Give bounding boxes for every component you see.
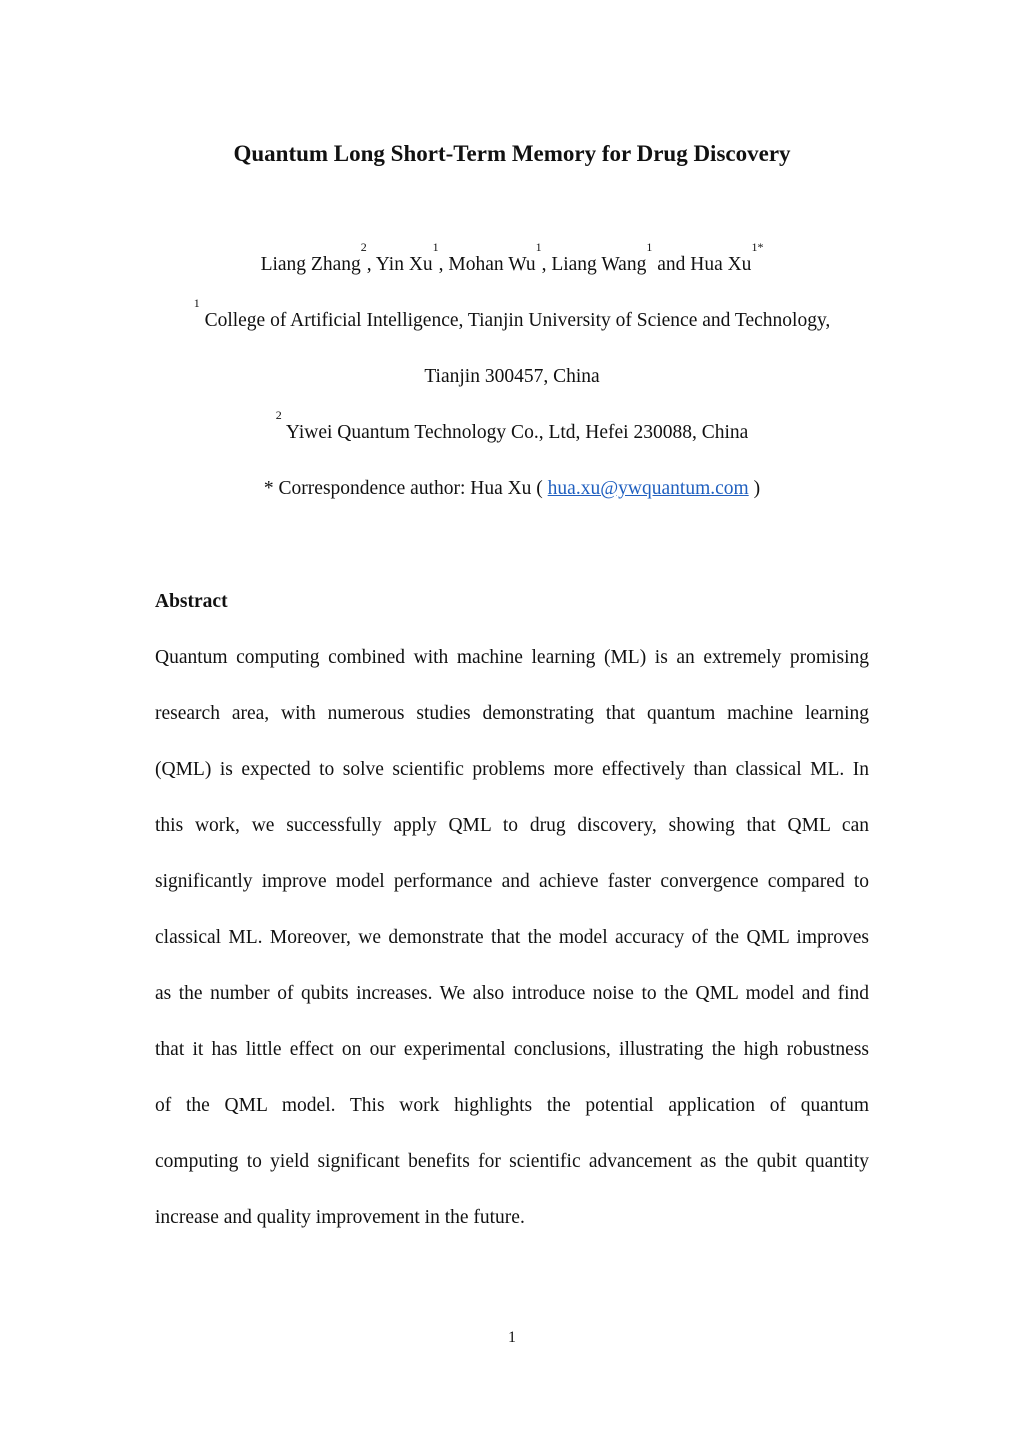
correspondence-email-link[interactable]: hua.xu@ywquantum.com [547,478,749,499]
affiliation-1 [0,296,1024,335]
author-name: Liang Wang [551,254,647,275]
correspondence-prefix: * Correspondence author: Hua Xu ( [263,478,548,499]
author-affiliation-mark: 1 [646,240,653,254]
author-name: Liang Zhang [260,254,361,275]
affiliation-mark: 2 [275,408,282,422]
abstract-heading: Abstract [155,591,228,612]
abstract-line: Quantum computing combined with machine learning (ML) is an extremely promising [155,647,869,668]
abstract-line: this work, we successfully apply QML to drug discovery, showing that QML can [155,815,869,836]
abstract-line: that it has little effect on our experimental conclusions, illustrating the high robustness [155,1039,869,1060]
affiliation-2 [0,408,1024,447]
abstract-body [155,644,869,1260]
author-name: Hua Xu [690,254,752,275]
author-separator: , [438,254,449,275]
affiliation-mark: 1 [193,296,200,310]
abstract-line: classical ML. Moreover, we demonstrate that the model accuracy of the QML improves [155,927,869,948]
correspondence-line [0,475,1024,503]
abstract-line: as the number of qubits increases. We also introduce noise to the QML model and find [155,983,869,1004]
author-affiliation-mark: 1* [751,240,764,254]
abstract-line: increase and quality improvement in the future. [155,1207,525,1228]
abstract-line: research area, with numerous studies demonstrating that quantum machine learning [155,703,869,724]
affiliation-text: College of Artificial Intelligence, Tianjin University of Science and Technology, [199,310,831,331]
affiliation-1-continued: Tianjin 300457, China [424,366,600,387]
author-affiliation-mark: 2 [360,240,367,254]
author-name: Yin Xu [375,254,433,275]
author-separator: , [541,254,552,275]
author-separator: , [366,254,376,275]
correspondence-suffix: ) [748,478,761,499]
author-name: Mohan Wu [448,254,536,275]
page-number: 1 [508,1329,516,1346]
author-affiliation-mark: 1 [432,240,439,254]
abstract-line: significantly improve model performance and achieve faster convergence compared to [155,871,869,892]
affiliation-text: Yiwei Quantum Technology Co., Ltd, Hefei 230088, China [281,422,749,443]
author-list [0,240,1024,279]
abstract-line: of the QML model. This work highlights the potential application of quantum [155,1095,869,1116]
abstract-line: (QML) is expected to solve scientific problems more effectively than classical ML. In [155,759,869,780]
abstract-line: computing to yield significant benefits for scientific advancement as the qubit quantity [155,1151,869,1172]
author-affiliation-mark: 1 [535,240,542,254]
author-separator: and [652,254,691,275]
paper-title: Quantum Long Short-Term Memory for Drug Discovery [233,141,791,166]
